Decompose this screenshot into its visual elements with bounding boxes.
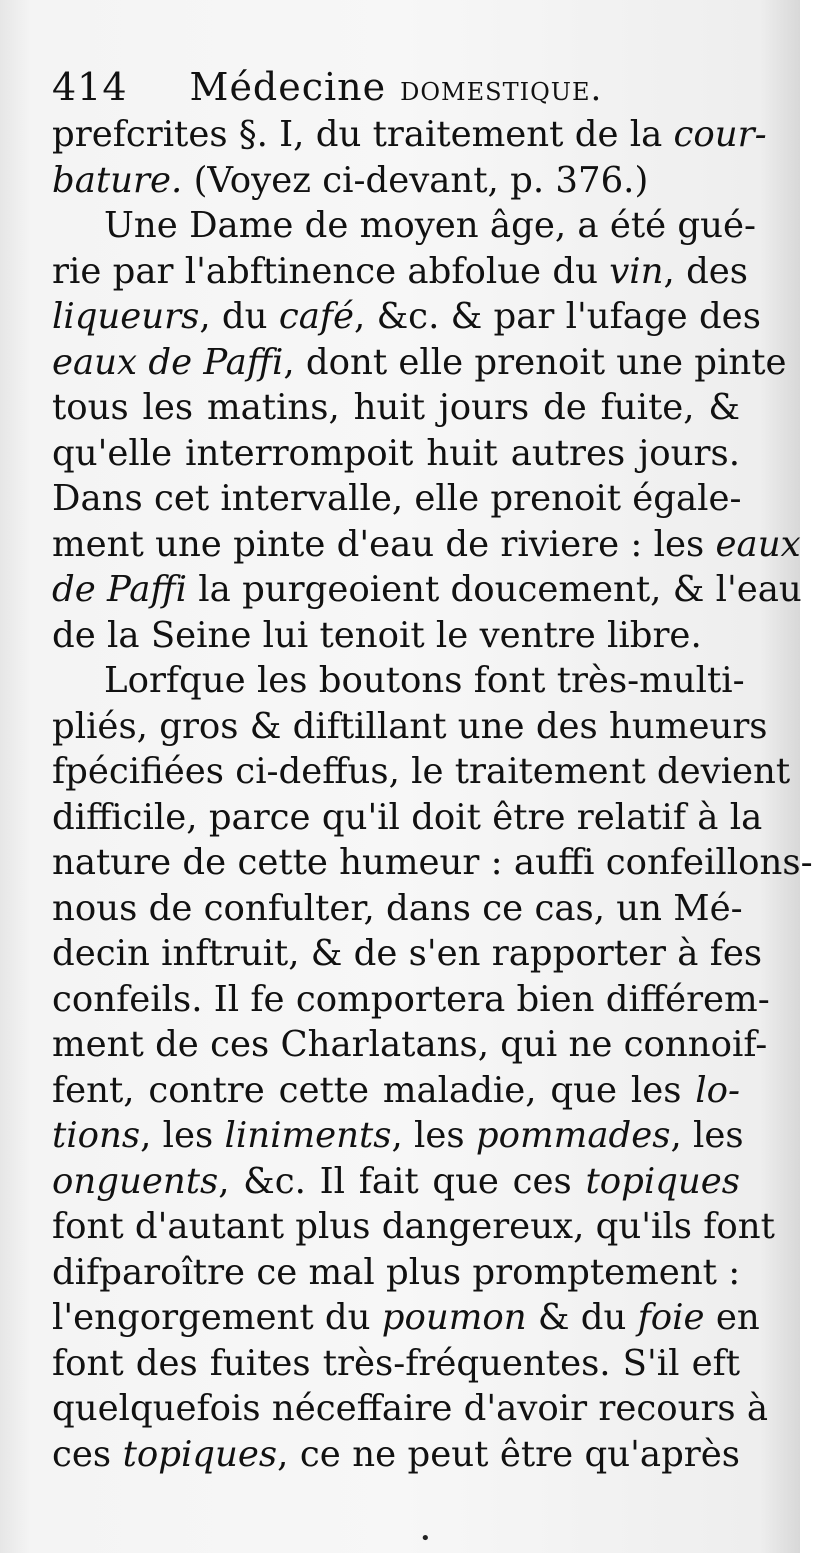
text-line: [52, 294, 761, 340]
text-line: [52, 1432, 740, 1478]
text-line: [52, 340, 787, 386]
text-segment: difficile, parce qu'il doit être relatif à la: [52, 796, 763, 838]
text-segment: , du: [199, 296, 279, 337]
text-segment: font d'autant plus dangereux, qu'ils font: [52, 1206, 775, 1247]
text-line: [52, 431, 740, 477]
text-line: [52, 840, 813, 886]
text-line: [52, 567, 802, 613]
text-line: [52, 1022, 768, 1068]
text-line: [52, 977, 770, 1023]
running-title-rest: domestique.: [400, 69, 603, 109]
text-line: [52, 1386, 769, 1432]
italic-segment: foie: [637, 1297, 705, 1338]
italic-segment: liniments: [224, 1115, 392, 1156]
text-segment: ces: [52, 1433, 123, 1475]
text-segment: fent, contre cette maladie, que les: [52, 1069, 696, 1111]
text-line: [52, 658, 745, 704]
text-line: [52, 613, 740, 659]
text-line: [52, 931, 763, 977]
text-segment: & du: [526, 1297, 638, 1338]
italic-segment: topiques: [585, 1160, 740, 1202]
text-segment: nature de cette humeur : auffi confeillons-: [52, 842, 813, 883]
text-line: [52, 112, 767, 158]
text-segment: quelquefois néceffaire d'avoir recours à: [52, 1388, 769, 1429]
text-line: [52, 795, 763, 841]
text-segment: , ce ne peut être qu'après: [277, 1433, 740, 1475]
text-segment: l'engorgement du: [52, 1297, 382, 1338]
text-segment: , les: [140, 1115, 225, 1156]
text-segment: , dont elle prenoit une pinte: [283, 341, 787, 383]
italic-segment: de Paffi: [52, 569, 187, 610]
italic-segment: onguents: [52, 1160, 219, 1202]
text-segment: Une Dame de moyen âge, a été gué-: [104, 205, 757, 246]
italic-segment: cour-: [673, 114, 767, 155]
italic-segment: topiques: [122, 1433, 278, 1475]
italic-segment: liqueurs: [52, 296, 200, 337]
text-line: [52, 1204, 775, 1250]
text-segment: Dans cet intervalle, elle prenoit égale-: [52, 478, 742, 519]
text-line: [52, 1250, 740, 1296]
text-line: [52, 385, 740, 431]
text-line: [52, 522, 801, 568]
text-segment: rie par l'abftinence abfolue du: [52, 250, 610, 292]
text-segment: nous de confulter, dans ce cas, un Mé-: [52, 887, 743, 929]
text-segment: , les: [391, 1115, 476, 1156]
text-segment: ment une pinte d'eau de riviere : les: [52, 523, 716, 565]
text-segment: , &c. Il fait que ces: [218, 1160, 586, 1202]
text-segment: tous les matins, huit jours de fuite, &: [52, 387, 740, 428]
running-title-first: Médecine: [189, 65, 387, 109]
body-text: [52, 112, 813, 1477]
text-segment: font des fuites très-fréquentes. S'il eft: [52, 1342, 740, 1384]
italic-segment: tions: [52, 1115, 141, 1156]
text-line: [52, 749, 791, 795]
text-line: [52, 1113, 744, 1159]
text-segment: en: [704, 1297, 760, 1338]
footer-mark: •: [420, 1528, 431, 1549]
text-segment: pliés, gros & diftillant une des humeurs: [52, 705, 768, 747]
text-line: [52, 203, 757, 249]
text-line: [52, 886, 743, 932]
text-line: [52, 1295, 760, 1341]
italic-segment: vin: [609, 250, 664, 292]
text-segment: la purgeoient doucement, & l'eau: [186, 569, 802, 610]
italic-segment: eaux: [715, 523, 801, 565]
text-segment: (Voyez ci-devant, p. 376.): [182, 159, 649, 201]
text-line: [52, 1341, 740, 1387]
text-segment: , les: [670, 1115, 744, 1156]
italic-segment: bature.: [52, 159, 183, 201]
text-segment: qu'elle interrompoit huit autres jours.: [52, 432, 740, 474]
text-segment: prefcrites §. I, du traitement de la: [52, 114, 674, 155]
text-segment: Lorfque les boutons font très-multi-: [104, 660, 745, 701]
text-segment: difparoître ce mal plus promptement :: [52, 1251, 741, 1293]
text-segment: de la Seine lui tenoit le ventre libre.: [52, 614, 702, 656]
page-number: 414: [52, 65, 128, 109]
text-segment: , des: [663, 250, 749, 292]
italic-segment: pommades: [475, 1115, 671, 1156]
text-segment: decin inftruit, & de s'en rapporter à fes: [52, 933, 763, 974]
italic-segment: poumon: [381, 1297, 527, 1338]
text-segment: confeils. Il fe comportera bien différem-: [52, 978, 770, 1020]
running-header: [52, 62, 752, 114]
italic-segment: café: [278, 296, 355, 337]
text-line: [52, 158, 740, 204]
text-line: [52, 249, 749, 295]
italic-segment: lo-: [695, 1069, 740, 1111]
text-segment: ment de ces Charlatans, qui ne connoif-: [52, 1024, 768, 1065]
text-line: [52, 476, 740, 522]
italic-segment: eaux de Paffi: [52, 341, 284, 383]
text-segment: , &c. & par l'ufage des: [354, 296, 761, 337]
text-line: [52, 1159, 740, 1205]
text-line: [52, 704, 768, 750]
text-segment: fpécifiées ci-deffus, le traitement devient: [52, 751, 791, 792]
text-line: [52, 1068, 740, 1114]
